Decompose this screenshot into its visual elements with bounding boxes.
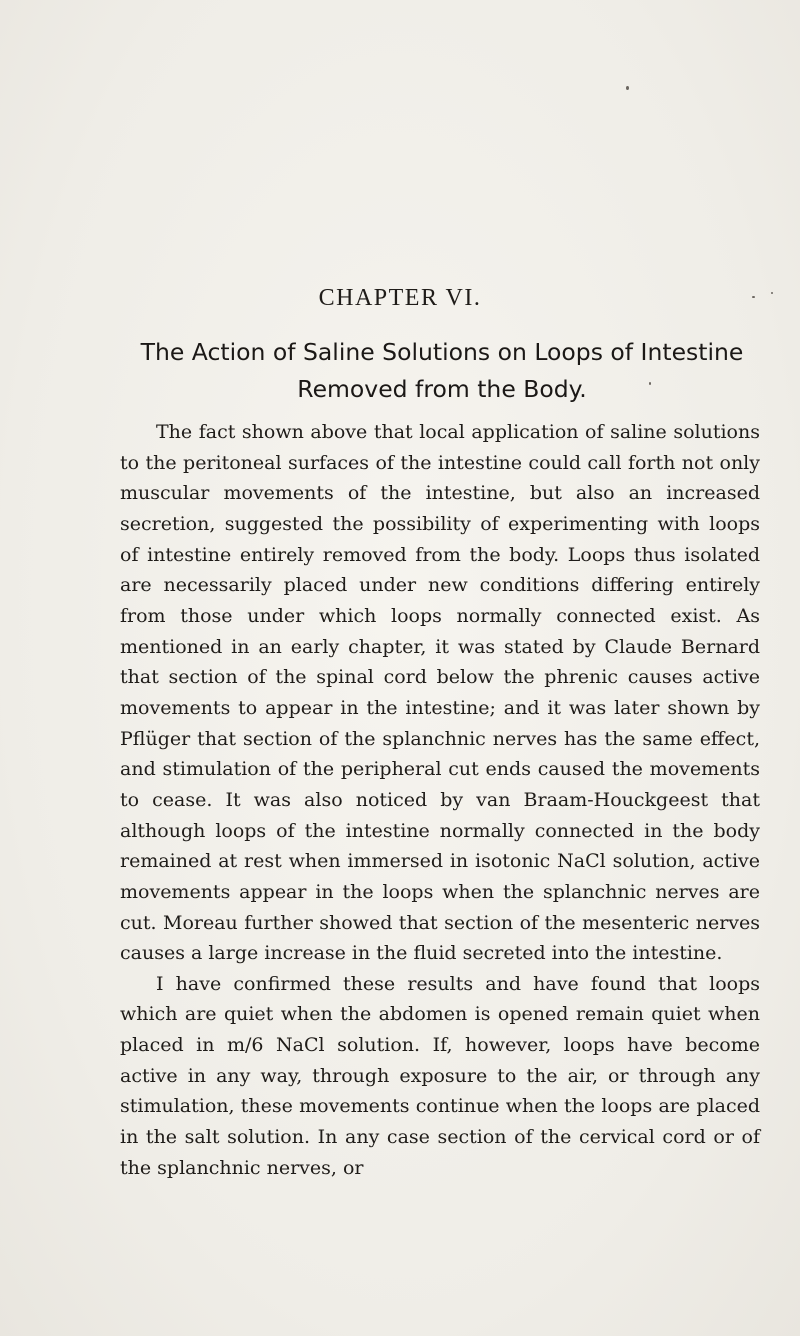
chapter-title: The Action of Saline Solutions on Loops of Intestine Removed from the Body.: [140, 338, 744, 403]
paper-speck: [626, 86, 629, 90]
chapter-heading: CHAPTER VI.: [318, 285, 482, 311]
body-text: [120, 417, 760, 1183]
paragraph: The fact shown above that local application of saline solutions to the peritoneal surfaces of the intestine could call forth not only muscular movements of the intestine, but also an increased secretion, suggested the possibility of experimenting with loops of intestine entirely removed from the body. Loops thus isolated are necessarily placed under new conditions differing entirely from those under which loops normally connected exist. As mentioned in an early chapter, it was stated by Claude Bernard that section of the spinal cord below the phrenic causes active movements to appear in the intestine; and it was later shown by Pflüger that section of the splanchnic nerves has the same effect, and stimulation of the peripheral cut ends caused the movements to cease. It was also noticed by van Braam-Houckgeest that although loops of the intestine normally connected in the body remained at rest when immersed in isotonic NaCl solution, active movements appear in the loops when the splanchnic nerves are cut. Moreau further showed that section of the mesenteric nerves causes a large increase in the fluid secreted into the intestine.: [120, 421, 760, 965]
paragraph: I have confirmed these results and have found that loops which are quiet when the abdomen is opened remain quiet when placed in m/6 NaCl solution. If, however, loops have become active in any way, through exposure to the air, or through any stimulation, these movements continue when the loops are placed in the salt solution. In any case section of the cervical cord or of the splanchnic nerves, or: [120, 972, 760, 1179]
